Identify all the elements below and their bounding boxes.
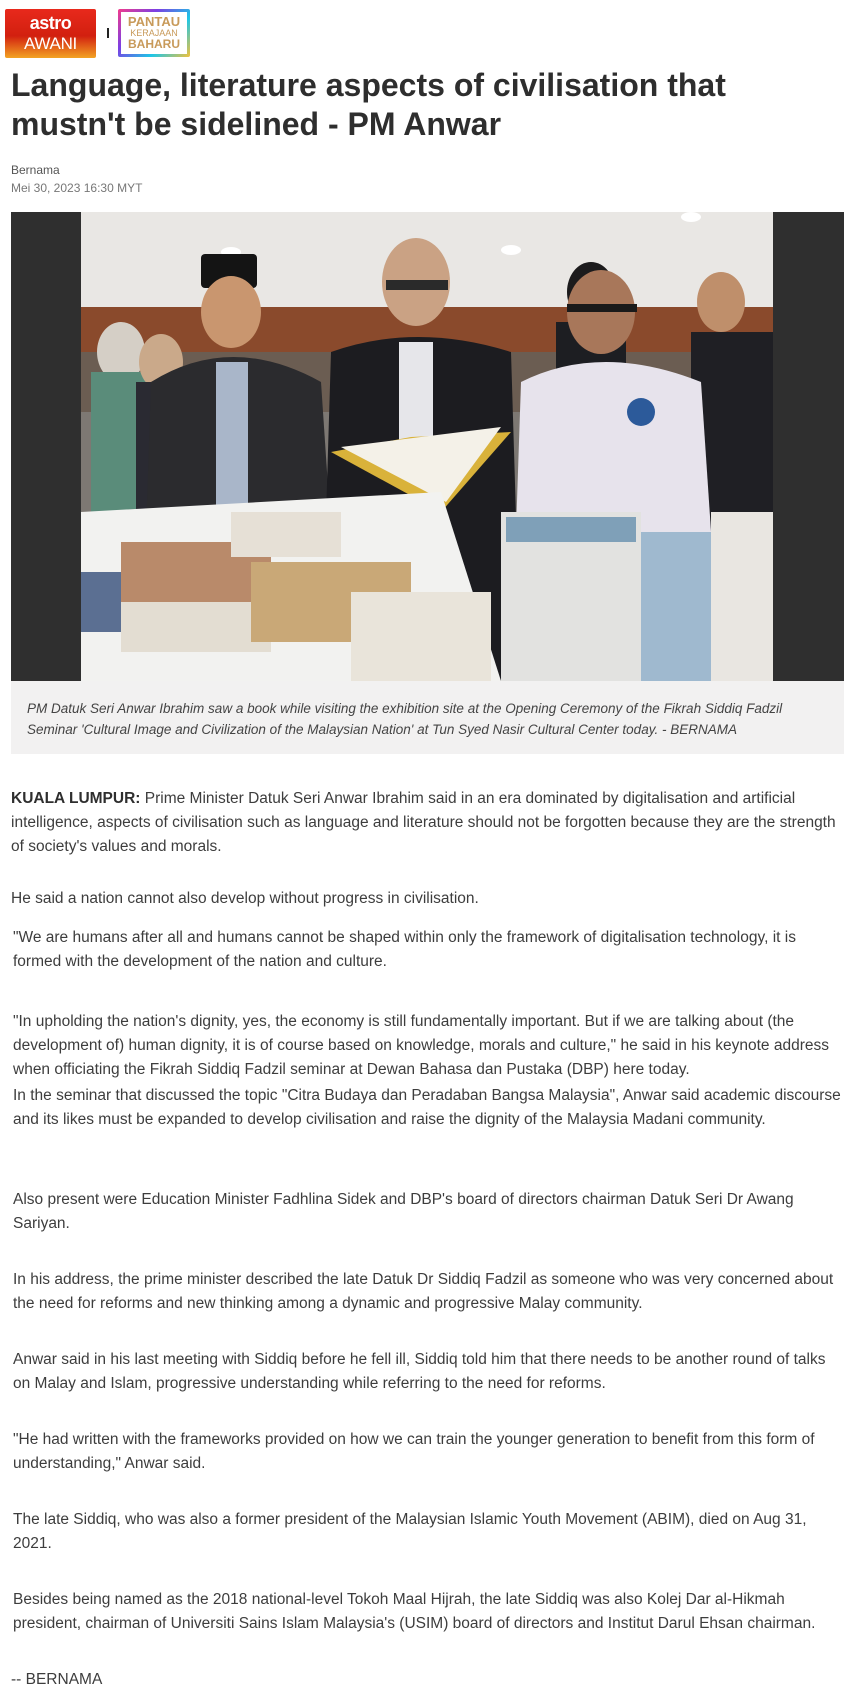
astro-awani-logo[interactable] xyxy=(5,9,96,58)
paragraph-text: Prime Minister Datuk Seri Anwar Ibrahim said in an era dominated by digitalisation and artificial intelligence, aspects of civilisation such as language and literature should not be forgotten because they are the strength of society's values and morals. xyxy=(11,790,836,855)
article-paragraph: Anwar said in his last meeting with Siddiq before he fell ill, Siddiq told him that there needs to be another round of talks on Malay and Islam, progressive understanding while referring to the need for reforms. xyxy=(13,1351,826,1392)
article-date: Mei 30, 2023 16:30 MYT xyxy=(11,181,143,195)
photo-illustration xyxy=(11,212,844,681)
article-photo[interactable] xyxy=(11,212,844,681)
article-sign-off: -- BERNAMA xyxy=(11,1671,103,1688)
logo-kerajaan-text: KERAJAAN xyxy=(130,27,178,38)
article-paragraph: "In upholding the nation's dignity, yes, the economy is still fundamentally important. But if we are talking about (the development of) human dignity, it is of course based on knowledge, morals and culture," he said in his keynote address when officiating the Fikrah Siddiq Fadzil seminar at Dewan Bahasa dan Pustaka (DBP) here today. xyxy=(13,1013,829,1078)
article-paragraph: "We are humans after all and humans cannot be shaped within only the framework of digitalisation technology, it is formed with the development of the nation and culture. xyxy=(13,929,796,970)
article-byline[interactable]: Bernama xyxy=(11,163,60,177)
article-paragraph: "He had written with the frameworks provided on how we can train the younger generation to benefit from this form of understanding," Anwar said. xyxy=(13,1431,815,1472)
dateline: KUALA LUMPUR: xyxy=(11,790,141,807)
logo-astro-text: astro xyxy=(29,13,72,33)
article-title: Language, literature aspects of civilisation that mustn't be sidelined - PM Anwar xyxy=(11,67,726,142)
article-paragraph xyxy=(11,787,844,859)
logo-divider xyxy=(107,28,109,38)
photo-caption: PM Datuk Seri Anwar Ibrahim saw a book while visiting the exhibition site at the Opening Ceremony of the Fikrah Siddiq Fadzil Seminar 'Cultural Image and Civilization of the Malaysian Nation' at Tun Syed Nasir Cultural Center today. - BERNAMA xyxy=(11,681,844,754)
logo-baharu-text: BAHARU xyxy=(128,37,180,52)
article-paragraph: The late Siddiq, who was also a former president of the Malaysian Islamic Youth Movement (ABIM), died on Aug 31, 2021. xyxy=(13,1511,807,1552)
logo-awani-text: AWANI xyxy=(24,34,77,53)
site-header xyxy=(5,8,190,58)
article-paragraph: Also present were Education Minister Fadhlina Sidek and DBP's board of directors chairman Datuk Seri Dr Awang Sariyan. xyxy=(13,1191,794,1232)
logo-pantau-text: PANTAU xyxy=(127,14,181,30)
article-paragraph: Besides being named as the 2018 national-level Tokoh Maal Hijrah, the late Siddiq was also Kolej Dar al-Hikmah president, chairman of Universiti Sains Islam Malaysia's (USIM) board of directors and Institut Darul Ehsan chairman. xyxy=(13,1591,816,1632)
pantau-kerajaan-baharu-logo[interactable] xyxy=(118,9,190,57)
article-paragraph: In the seminar that discussed the topic "Citra Budaya dan Peradaban Bangsa Malaysia", Anwar said academic discourse and its likes must be expanded to develop civilisation and raise the dignity of the Malaysia Madani community. xyxy=(13,1087,841,1128)
article-paragraph: He said a nation cannot also develop without progress in civilisation. xyxy=(11,890,479,907)
article-paragraph: In his address, the prime minister described the late Datuk Dr Siddiq Fadzil as someone who was very concerned about the need for reforms and new thinking among a dynamic and progressive Malay community. xyxy=(13,1271,834,1312)
